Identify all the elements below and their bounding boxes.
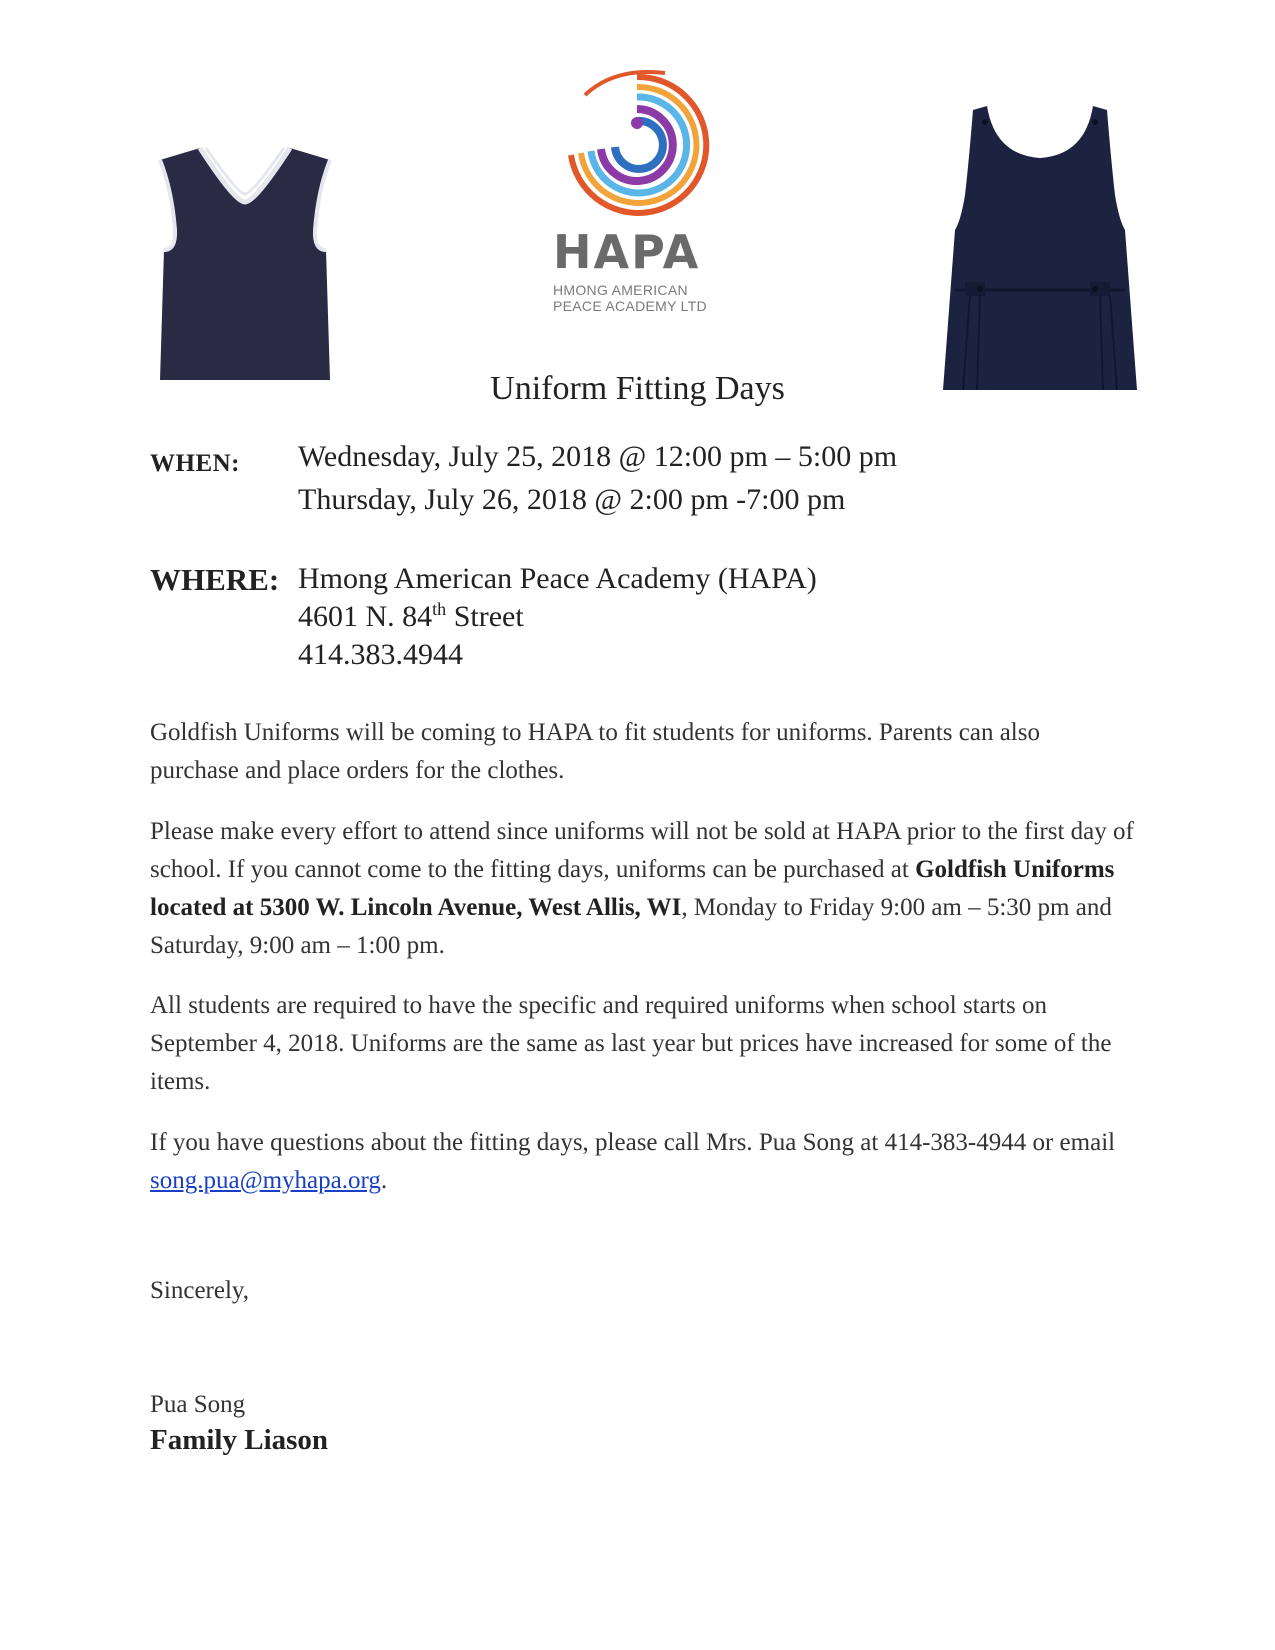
when-label: WHEN: — [150, 450, 240, 477]
logo-subtitle-line1: HMONG AMERICAN — [553, 282, 688, 298]
contact-intro: If you have questions about the fitting days, please call Mrs. Pua Song at 414-383-4944 or email — [150, 1129, 1116, 1156]
logo-name: HAPA — [553, 225, 701, 279]
hapa-logo — [545, 65, 730, 315]
paragraph-store-info — [150, 813, 1135, 965]
street-number: 4601 N. 84 — [298, 600, 433, 633]
page-title: Uniform Fitting Days — [490, 370, 785, 407]
street-name: Street — [446, 600, 524, 633]
contact-end: . — [380, 1167, 388, 1194]
where-address — [298, 600, 524, 634]
store-hours: , Monday to Friday 9:00 am – 5:30 pm and Saturday, 9:00 am – 1:00 pm. — [150, 894, 1112, 959]
signer-title: Family Liason — [150, 1424, 329, 1456]
store-info-intro: Please make every effort to attend since uniforms will not be sold at HAPA prior to the first day of school. If you cannot come to the fitting days, uniforms can be purchased at — [150, 818, 1134, 883]
vest-image — [140, 130, 350, 390]
paragraph-contact — [150, 1124, 1135, 1200]
paragraph-requirements: All students are required to have the specific and required uniforms when school starts on September 4, 2018. Uniforms are the same as last year but prices have increased for some of the items. — [150, 992, 1112, 1095]
where-phone: 414.383.4944 — [298, 638, 463, 671]
when-date-1: Wednesday, July 25, 2018 @ 12:00 pm – 5:00 pm — [298, 440, 898, 473]
logo-subtitle-line2: PEACE ACADEMY LTD — [553, 298, 707, 314]
hapa-swirl-icon — [545, 65, 730, 225]
jumper-image — [925, 100, 1155, 410]
paragraph-fitting-info: Goldfish Uniforms will be coming to HAPA to fit students for uniforms. Parents can also purchase and place orders for the clothes. — [150, 719, 1040, 784]
closing: Sincerely, — [150, 1277, 250, 1304]
email-link[interactable]: song.pua@myhapa.org — [150, 1167, 381, 1194]
when-date-2: Thursday, July 26, 2018 @ 2:00 pm -7:00 pm — [298, 483, 846, 516]
where-school: Hmong American Peace Academy (HAPA) — [298, 562, 817, 595]
signer-name: Pua Song — [150, 1391, 246, 1418]
street-ordinal: th — [432, 599, 447, 619]
where-label: WHERE: — [150, 562, 280, 597]
store-address: Goldfish Uniforms located at 5300 W. Lincoln Avenue, West Allis, WI — [150, 856, 1115, 921]
